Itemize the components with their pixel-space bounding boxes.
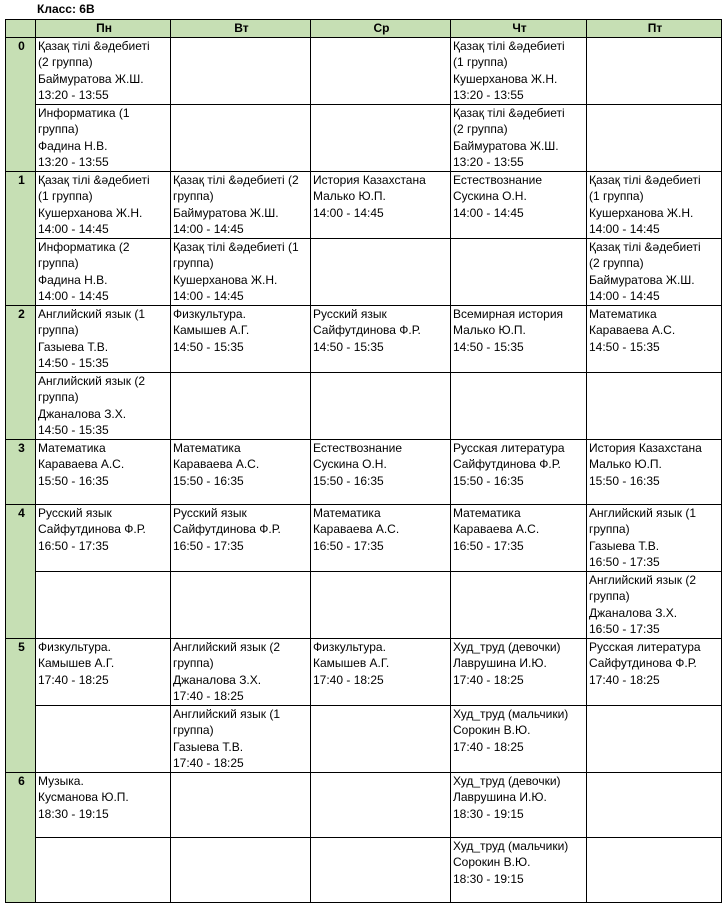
lesson-row: [6, 705, 722, 772]
lesson-cell: [451, 504, 587, 571]
lesson-line: Английский язык (1: [173, 706, 281, 721]
lesson-cell: [587, 104, 722, 171]
lesson-line: Информатика (1: [38, 105, 130, 120]
lesson-line: (1 группа): [589, 189, 644, 203]
lesson-line: 17:40 - 18:25: [173, 689, 244, 703]
lesson-line: 14:00 - 14:45: [173, 222, 244, 236]
lesson-line: 15:50 - 16:35: [313, 473, 384, 488]
lesson-line: Кушерханова Ж.Н.: [173, 272, 278, 287]
lesson-line: 14:50 - 15:35: [38, 356, 109, 370]
lesson-line: Сускина О.Н.: [313, 457, 387, 471]
lesson-line: группа): [173, 723, 214, 737]
lesson-line: Сайфутдинова Ф.Р.: [38, 522, 146, 536]
lesson-line: Лаврушина И.Ю.: [453, 656, 547, 670]
lesson-line: Русский язык: [38, 505, 112, 520]
lesson-line: Английский язык (2: [173, 639, 281, 654]
lesson-cell: [311, 104, 451, 171]
lesson-line: 14:00 - 14:45: [453, 205, 524, 220]
lesson-cell: [587, 238, 722, 305]
day-header-mon: Пн: [36, 20, 171, 38]
lesson-cell: [171, 238, 311, 305]
lesson-line: 16:50 - 17:35: [453, 538, 524, 553]
lesson-cell: [171, 504, 311, 571]
lesson-line: Сайфутдинова Ф.Р.: [453, 457, 561, 471]
schedule-table: [5, 19, 722, 903]
lesson-line: 18:30 - 19:15: [38, 806, 109, 821]
lesson-line: Газыева Т.В.: [589, 538, 660, 553]
lesson-number: 2: [6, 305, 36, 439]
lesson-cell: [36, 104, 171, 171]
lesson-line: Баймуратова Ж.Ш.: [453, 138, 559, 153]
lesson-cell: [311, 638, 451, 705]
lesson-line: Джаналова З.Х.: [589, 605, 678, 620]
lesson-line: Английский язык (2: [38, 373, 146, 388]
lesson-cell: [311, 372, 451, 439]
lesson-cell: [311, 238, 451, 305]
lesson-line: 14:00 - 14:45: [589, 222, 660, 236]
lesson-line: 16:50 - 17:35: [589, 555, 660, 569]
lesson-line: Фадина Н.В.: [38, 272, 108, 287]
lesson-cell: [171, 37, 311, 104]
lesson-row: [6, 837, 722, 902]
lesson-line: Газыева Т.В.: [38, 339, 109, 354]
lesson-line: Английский язык (2: [589, 572, 697, 587]
lesson-line: Қазақ тілі &әдебиеті (1: [173, 239, 299, 254]
lesson-line: Сускина О.Н.: [453, 189, 527, 203]
lesson-cell: [587, 705, 722, 772]
lesson-row: [6, 305, 722, 372]
lesson-line: Сорокин В.Ю.: [453, 855, 531, 869]
lesson-line: Кусманова Ю.П.: [38, 790, 129, 804]
lesson-line: Қазақ тілі &әдебиеті: [38, 38, 150, 53]
lesson-line: группа): [173, 656, 214, 670]
lesson-cell: [587, 171, 722, 238]
lesson-line: Қазақ тілі &әдебиеті: [453, 38, 565, 53]
lesson-line: (2 группа): [589, 256, 644, 270]
lesson-line: Естествознание: [453, 172, 542, 187]
lesson-line: Худ_труд (девочки): [453, 773, 561, 788]
lesson-row: [6, 372, 722, 439]
lesson-cell: [311, 504, 451, 571]
lesson-line: Всемирная история: [453, 306, 564, 321]
lesson-line: 18:30 - 19:15: [453, 806, 524, 821]
lesson-line: Математика: [453, 505, 521, 520]
lesson-cell: [171, 837, 311, 902]
lesson-line: (1 группа): [453, 55, 508, 69]
lesson-cell: [587, 439, 722, 504]
lesson-line: Худ_труд (мальчики): [453, 706, 569, 721]
lesson-line: Естествознание: [313, 440, 402, 455]
lesson-line: 14:00 - 14:45: [38, 289, 109, 303]
lesson-line: Физкультура.: [173, 306, 246, 321]
lesson-number: 6: [6, 772, 36, 902]
lesson-cell: [36, 837, 171, 902]
lesson-cell: [36, 571, 171, 638]
lesson-line: 17:40 - 18:25: [173, 756, 244, 770]
lesson-line: Музыка.: [38, 773, 84, 788]
lesson-row: [6, 104, 722, 171]
lesson-row: [6, 238, 722, 305]
lesson-line: История Казахстана: [313, 172, 426, 187]
day-header-fri: Пт: [587, 20, 722, 38]
lesson-number: 3: [6, 439, 36, 504]
lesson-line: группа): [38, 122, 79, 136]
lesson-line: 17:40 - 18:25: [38, 672, 109, 687]
lesson-cell: [36, 37, 171, 104]
lesson-line: Русская литература: [453, 440, 565, 455]
lesson-line: Сайфутдинова Ф.Р.: [173, 522, 281, 536]
lesson-line: Баймуратова Ж.Ш.: [589, 272, 695, 287]
lesson-line: 13:20 - 13:55: [38, 88, 109, 102]
lesson-cell: [587, 504, 722, 571]
lesson-line: Караваева А.С.: [589, 323, 676, 337]
lesson-line: 16:50 - 17:35: [313, 538, 384, 553]
lesson-cell: [451, 37, 587, 104]
lesson-cell: [36, 305, 171, 372]
lesson-cell: [171, 305, 311, 372]
lesson-cell: [311, 705, 451, 772]
lesson-line: 14:00 - 14:45: [313, 205, 384, 220]
lesson-line: Камышев А.Г.: [313, 656, 390, 670]
lesson-line: группа): [173, 256, 214, 270]
lesson-line: Баймуратова Ж.Ш.: [173, 205, 279, 220]
lesson-line: 14:00 - 14:45: [589, 289, 660, 303]
lesson-line: Английский язык (1: [589, 505, 697, 520]
lesson-line: Худ_труд (девочки): [453, 639, 561, 654]
lesson-line: 15:50 - 16:35: [589, 473, 660, 488]
lesson-cell: [36, 238, 171, 305]
lesson-line: (2 группа): [453, 122, 508, 136]
lesson-line: 16:50 - 17:35: [173, 538, 244, 553]
lesson-cell: [311, 37, 451, 104]
lesson-line: Караваева А.С.: [313, 522, 400, 536]
lesson-line: Малько Ю.П.: [589, 457, 662, 471]
lesson-line: (1 группа): [38, 189, 93, 203]
lesson-line: Лаврушина И.Ю.: [453, 790, 547, 804]
lesson-line: 14:50 - 15:35: [589, 339, 660, 354]
lesson-cell: [171, 372, 311, 439]
lesson-cell: [311, 171, 451, 238]
lesson-line: Математика: [173, 440, 241, 455]
lesson-number: 1: [6, 171, 36, 305]
lesson-line: (2 группа): [38, 55, 93, 69]
lesson-row: [6, 171, 722, 238]
lesson-line: Малько Ю.П.: [453, 323, 526, 337]
class-title: Класс: 6В: [37, 2, 95, 16]
lesson-line: Малько Ю.П.: [313, 189, 386, 203]
lesson-cell: [451, 171, 587, 238]
lesson-line: История Казахстана: [589, 440, 702, 455]
lesson-line: Қазақ тілі &әдебиеті: [589, 172, 701, 187]
day-header-tue: Вт: [171, 20, 311, 38]
lesson-line: Караваева А.С.: [173, 457, 260, 471]
lesson-cell: [451, 439, 587, 504]
lesson-line: Сорокин В.Ю.: [453, 723, 531, 737]
lesson-line: 17:40 - 18:25: [313, 672, 384, 687]
lesson-line: Худ_труд (мальчики): [453, 838, 569, 853]
lesson-line: 15:50 - 16:35: [453, 473, 524, 488]
lesson-cell: [451, 772, 587, 837]
lesson-line: 15:50 - 16:35: [38, 473, 109, 488]
lesson-cell: [451, 638, 587, 705]
lesson-line: группа): [38, 390, 79, 404]
lesson-line: Қазақ тілі &әдебиеті: [589, 239, 701, 254]
lesson-cell: [36, 439, 171, 504]
header-row: [6, 20, 722, 38]
lesson-line: 14:50 - 15:35: [453, 339, 524, 354]
lesson-line: 14:00 - 14:45: [173, 289, 244, 303]
lesson-line: Кушерханова Ж.Н.: [38, 205, 143, 220]
lesson-number: 0: [6, 37, 36, 171]
lesson-line: Физкультура.: [38, 639, 111, 654]
lesson-row: [6, 571, 722, 638]
lesson-cell: [587, 772, 722, 837]
day-header-thu: Чт: [451, 20, 587, 38]
lesson-cell: [451, 571, 587, 638]
lesson-line: Математика: [313, 505, 381, 520]
lesson-line: Сайфутдинова Ф.Р.: [313, 323, 421, 337]
lesson-line: 17:40 - 18:25: [589, 672, 660, 687]
lesson-line: группа): [38, 323, 79, 337]
lesson-cell: [311, 439, 451, 504]
lesson-cell: [451, 372, 587, 439]
lesson-line: группа): [589, 589, 630, 603]
schedule-body: [6, 37, 722, 902]
lesson-line: Баймуратова Ж.Ш.: [38, 71, 144, 86]
lesson-cell: [311, 305, 451, 372]
lesson-cell: [171, 705, 311, 772]
lesson-line: Русский язык: [313, 306, 387, 321]
lesson-cell: [36, 638, 171, 705]
lesson-cell: [171, 104, 311, 171]
lesson-cell: [451, 104, 587, 171]
lesson-cell: [587, 372, 722, 439]
lesson-cell: [171, 171, 311, 238]
lesson-cell: [311, 571, 451, 638]
lesson-cell: [587, 837, 722, 902]
lesson-cell: [451, 705, 587, 772]
lesson-cell: [311, 837, 451, 902]
lesson-cell: [36, 504, 171, 571]
lesson-number: 5: [6, 638, 36, 772]
lesson-number: 4: [6, 504, 36, 638]
lesson-line: Караваева А.С.: [453, 522, 540, 536]
lesson-line: Русская литература: [589, 639, 701, 654]
lesson-line: Қазақ тілі &әдебиеті: [38, 172, 150, 187]
header-corner: [6, 20, 36, 38]
lesson-cell: [587, 571, 722, 638]
lesson-line: Кушерханова Ж.Н.: [453, 71, 558, 86]
day-header-wed: Ср: [311, 20, 451, 38]
lesson-line: Сайфутдинова Ф.Р.: [589, 656, 697, 670]
lesson-line: 17:40 - 18:25: [453, 672, 524, 687]
lesson-line: 13:20 - 13:55: [38, 155, 109, 169]
lesson-line: 14:50 - 15:35: [173, 339, 244, 354]
lesson-line: Газыева Т.В.: [173, 739, 244, 754]
lesson-cell: [587, 638, 722, 705]
lesson-line: группа): [38, 256, 79, 270]
lesson-line: 16:50 - 17:35: [38, 538, 109, 553]
lesson-line: Камышев А.Г.: [173, 323, 250, 337]
lesson-cell: [171, 638, 311, 705]
lesson-line: Фадина Н.В.: [38, 138, 108, 153]
lesson-cell: [451, 837, 587, 902]
lesson-line: 14:50 - 15:35: [313, 339, 384, 354]
lesson-line: Камышев А.Г.: [38, 656, 115, 670]
lesson-cell: [587, 37, 722, 104]
lesson-cell: [451, 238, 587, 305]
lesson-row: [6, 504, 722, 571]
lesson-row: [6, 772, 722, 837]
lesson-line: 17:40 - 18:25: [453, 739, 524, 754]
lesson-cell: [451, 305, 587, 372]
lesson-cell: [171, 772, 311, 837]
lesson-cell: [36, 171, 171, 238]
lesson-line: Английский язык (1: [38, 306, 146, 321]
lesson-line: Джаналова З.Х.: [173, 672, 262, 687]
lesson-line: Қазақ тілі &әдебиеті (2: [173, 172, 299, 187]
lesson-line: Физкультура.: [313, 639, 386, 654]
lesson-line: 16:50 - 17:35: [589, 622, 660, 636]
lesson-line: 13:20 - 13:55: [453, 155, 524, 169]
lesson-line: группа): [173, 189, 214, 203]
lesson-cell: [36, 372, 171, 439]
lesson-line: 13:20 - 13:55: [453, 88, 524, 102]
lesson-cell: [36, 705, 171, 772]
lesson-cell: [36, 772, 171, 837]
lesson-line: Караваева А.С.: [38, 457, 125, 471]
lesson-cell: [171, 439, 311, 504]
lesson-line: Информатика (2: [38, 239, 130, 254]
lesson-line: Математика: [38, 440, 106, 455]
lesson-cell: [171, 571, 311, 638]
lesson-line: Джаналова З.Х.: [38, 406, 127, 421]
lesson-line: 14:50 - 15:35: [38, 423, 109, 437]
lesson-row: [6, 638, 722, 705]
lesson-line: группа): [589, 522, 630, 536]
lesson-row: [6, 439, 722, 504]
lesson-line: 15:50 - 16:35: [173, 473, 244, 488]
lesson-line: Кушерханова Ж.Н.: [589, 205, 694, 220]
lesson-line: Русский язык: [173, 505, 247, 520]
lesson-line: Математика: [589, 306, 657, 321]
lesson-row: [6, 37, 722, 104]
lesson-line: 18:30 - 19:15: [453, 871, 524, 886]
lesson-cell: [587, 305, 722, 372]
lesson-line: Қазақ тілі &әдебиеті: [453, 105, 565, 120]
lesson-line: 14:00 - 14:45: [38, 222, 109, 236]
lesson-cell: [311, 772, 451, 837]
